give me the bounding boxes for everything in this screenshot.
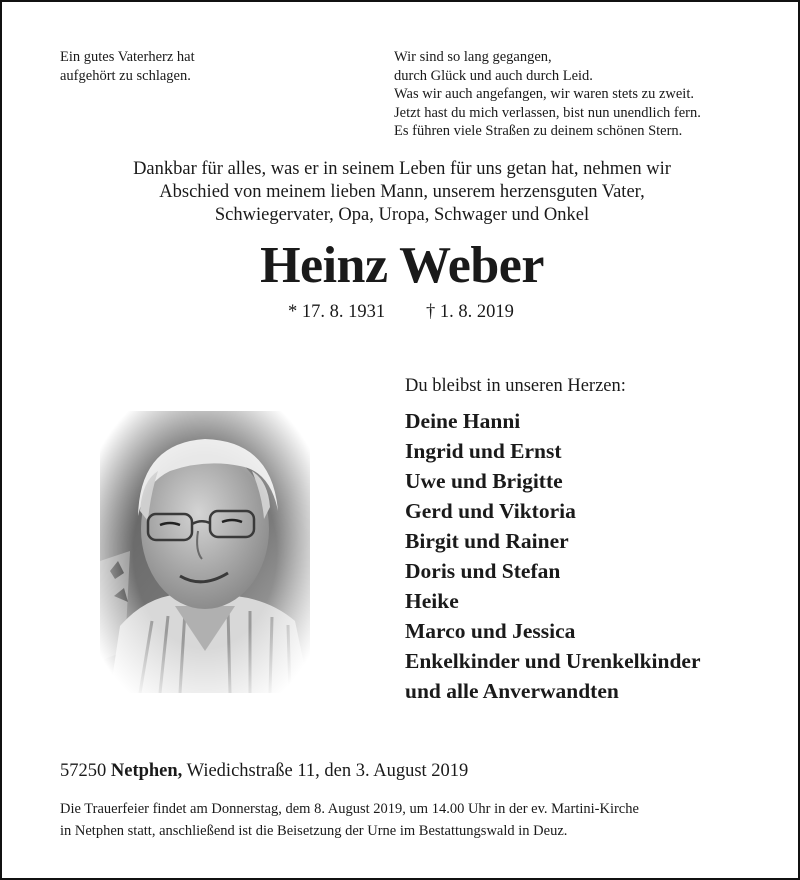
verse-right-line: Jetzt hast du mich verlassen, bist nun unendlich fern.: [394, 104, 701, 121]
family-member: Gerd und Viktoria: [405, 499, 576, 523]
ceremony-line: Die Trauerfeier findet am Donnerstag, dem 8. August 2019, um 14.00 Uhr in der ev. Martini-Kirche: [60, 801, 639, 817]
deceased-name: Heinz Weber: [260, 237, 544, 294]
verse-right-line: Es führen viele Straßen zu deinem schönen Stern.: [394, 123, 683, 139]
family-member: und alle Anverwandten: [405, 679, 619, 703]
intro-line: Dankbar für alles, was er in seinem Leben für uns getan hat, nehmen wir: [133, 159, 671, 179]
verse-right: [394, 48, 701, 141]
family-member: Uwe und Brigitte: [405, 469, 563, 493]
intro-line: Abschied von meinem lieben Mann, unserem herzensguten Vater,: [159, 182, 645, 202]
birth-date: * 17. 8. 1931: [288, 302, 386, 322]
intro-text: [2, 158, 800, 227]
verse-right-line: durch Glück und auch durch Leid.: [394, 67, 593, 84]
family-member: Birgit und Rainer: [405, 529, 569, 553]
portrait-photo: [100, 411, 310, 693]
address-street-date: Wiedichstraße 11, den 3. August 2019: [186, 761, 469, 781]
verse-left: [60, 48, 195, 85]
intro-line: Schwiegervater, Opa, Uropa, Schwager und Onkel: [214, 205, 590, 225]
family-list: [405, 406, 701, 706]
family-member: Heike: [405, 589, 459, 613]
family-member: Doris und Stefan: [405, 559, 561, 583]
address-postcode: 57250: [60, 761, 107, 781]
family-member: Enkelkinder und Urenkelkinder: [405, 649, 701, 673]
verse-left-line: aufgehört zu schlagen.: [60, 67, 191, 84]
family-member: Marco und Jessica: [405, 619, 576, 643]
family-member: Ingrid und Ernst: [405, 439, 562, 463]
verse-left-line: Ein gutes Vaterherz hat: [60, 49, 195, 65]
death-date: † 1. 8. 2019: [426, 302, 514, 322]
address-line: [60, 759, 468, 783]
verse-right-line: Wir sind so lang gegangen,: [394, 49, 552, 65]
family-heading: Du bleibst in unseren Herzen:: [405, 376, 626, 396]
address-town: Netphen,: [110, 761, 183, 781]
family-member: Deine Hanni: [405, 409, 521, 433]
ceremony-line: in Netphen statt, anschließend ist die Beisetzung der Urne im Bestattungswald in Deuz.: [60, 823, 568, 839]
verse-right-line: Was wir auch angefangen, wir waren stets zu zweit.: [394, 86, 694, 102]
ceremony-text: [60, 798, 639, 842]
